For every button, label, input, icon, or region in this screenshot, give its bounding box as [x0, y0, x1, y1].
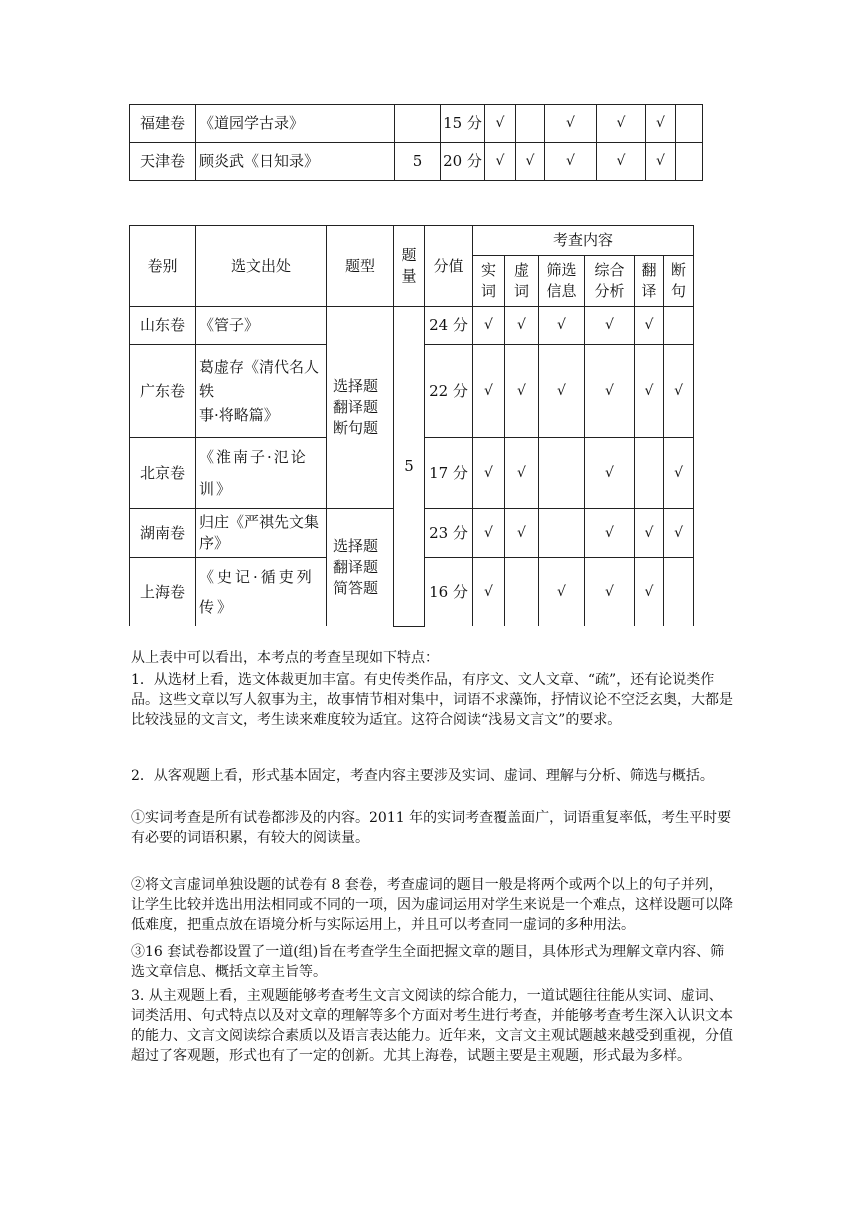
- check-cell: √: [545, 105, 597, 143]
- check-cell: √: [505, 438, 539, 509]
- exam-table: [129, 225, 694, 627]
- check-cell: √: [473, 438, 505, 509]
- paper-cell: 天津卷: [130, 143, 196, 181]
- check-cell: [676, 105, 703, 143]
- paper-cell: 湖南卷: [130, 509, 196, 558]
- source-cell: 《淮南子·氾论训》: [196, 438, 327, 509]
- check-cell: √: [635, 509, 664, 558]
- qtype-cell: 选择题 翻译题 简答题: [327, 509, 394, 627]
- header-count: 题 量: [394, 226, 425, 307]
- check-cell: √: [505, 509, 539, 558]
- check-cell: √: [505, 345, 539, 438]
- check-cell: √: [646, 143, 676, 181]
- source-cell: 顾炎武《日知录》: [196, 143, 331, 181]
- count-cell: 5: [395, 143, 441, 181]
- check-cell: [635, 438, 664, 509]
- paper-cell: 上海卷: [130, 558, 196, 627]
- source-cell: 《史记·循吏列传》: [196, 558, 327, 627]
- header-content: 考查内容: [473, 226, 694, 256]
- check-cell: √: [664, 345, 694, 438]
- check-cell: √: [473, 509, 505, 558]
- check-cell: √: [585, 438, 635, 509]
- header-qtype: 题型: [327, 226, 394, 307]
- score-cell: 24 分: [425, 307, 473, 345]
- check-cell: √: [545, 143, 597, 181]
- check-cell: √: [473, 307, 505, 345]
- check-cell: √: [664, 438, 694, 509]
- paper-cell: 广东卷: [130, 345, 196, 438]
- header-sub: 筛选 信息: [539, 256, 585, 307]
- paragraph-selection: 1．从选材上看，选文体裁更加丰富。有史传类作品，有序文、文人文章、“疏”，还有论说类作品。这些文章以写人叙事为主，故事情节相对集中，词语不求藻饰，抒情议论不空泛玄奥，大都是比较浅显的文言文，考生读来难度较为适宜。这符合阅读“浅易文言文”的要求。: [131, 672, 733, 728]
- check-cell: √: [505, 307, 539, 345]
- check-cell: √: [635, 345, 664, 438]
- header-row: [130, 226, 694, 256]
- header-score: 分值: [425, 226, 473, 307]
- check-cell: √: [597, 143, 646, 181]
- qtype-cell: [331, 143, 395, 181]
- qtype-cell: 选择题 翻译题 断句题: [327, 307, 394, 509]
- check-cell: √: [646, 105, 676, 143]
- intro-paragraph: 从上表中可以看出，本考点的考查呈现如下特点：: [131, 650, 439, 666]
- score-cell: 15 分: [441, 105, 485, 143]
- paragraph-comprehension: ③16 套试卷都设置了一道(组)旨在考查学生全面把握文章的题目，具体形式为理解文章内容、筛选文章信息、概括文章主旨等。: [131, 944, 725, 980]
- paragraph-notional-words: ①实词考查是所有试卷都涉及的内容。2011 年的实词考查覆盖面广，词语重复率低，考生平时要有必要的词语积累，有较大的阅读量。: [131, 810, 732, 846]
- exam-table-continued: [129, 104, 703, 181]
- check-cell: √: [585, 509, 635, 558]
- score-cell: 23 分: [425, 509, 473, 558]
- check-cell: √: [473, 558, 505, 627]
- paragraph-function-words: ②将文言虚词单独设题的试卷有 8 套卷，考查虚词的题目一般是将两个或两个以上的句子并列，让学生比较并选出用法相同或不同的一项，因为虚词运用对学生来说是一个难点，这样设题可以降低难度，把重点放在语境分析与实际运用上，并且可以考查同一虚词的多种用法。: [131, 877, 733, 933]
- header-paper: 卷别: [130, 226, 196, 307]
- check-cell: [505, 558, 539, 627]
- table-row: [130, 105, 703, 143]
- paper-cell: 福建卷: [130, 105, 196, 143]
- source-cell: 《管子》: [196, 307, 327, 345]
- score-cell: 20 分: [441, 143, 485, 181]
- check-cell: √: [539, 307, 585, 345]
- check-cell: √: [539, 345, 585, 438]
- check-cell: [664, 307, 694, 345]
- score-cell: 16 分: [425, 558, 473, 627]
- count-cell: [395, 105, 441, 143]
- check-cell: [676, 143, 703, 181]
- header-sub: 实 词: [473, 256, 505, 307]
- check-cell: √: [635, 307, 664, 345]
- check-cell: [516, 105, 545, 143]
- score-cell: 22 分: [425, 345, 473, 438]
- source-cell: 归庄《严祺先文集序》: [196, 509, 327, 558]
- score-cell: 17 分: [425, 438, 473, 509]
- header-source: 选文出处: [196, 226, 327, 307]
- check-cell: √: [597, 105, 646, 143]
- table-row: [130, 307, 694, 345]
- check-cell: √: [516, 143, 545, 181]
- check-cell: √: [485, 105, 516, 143]
- check-cell: √: [585, 345, 635, 438]
- check-cell: √: [585, 558, 635, 627]
- check-cell: √: [539, 558, 585, 627]
- count-cell: 5: [394, 307, 425, 627]
- header-sub: 断 句: [664, 256, 694, 307]
- check-cell: [539, 438, 585, 509]
- header-sub: 翻 译: [635, 256, 664, 307]
- qtype-cell: [331, 105, 395, 143]
- check-cell: [539, 509, 585, 558]
- table-row: [130, 143, 703, 181]
- check-cell: √: [585, 307, 635, 345]
- check-cell: √: [635, 558, 664, 627]
- paragraph-objective: 2．从客观题上看，形式基本固定，考查内容主要涉及实词、虚词、理解与分析、筛选与概括。: [131, 768, 714, 784]
- check-cell: [664, 558, 694, 627]
- source-cell: 葛虚存《清代名人轶 事·将略篇》: [196, 345, 327, 438]
- check-cell: √: [485, 143, 516, 181]
- header-sub: 综合 分析: [585, 256, 635, 307]
- check-cell: √: [473, 345, 505, 438]
- source-cell: 《道园学古录》: [196, 105, 331, 143]
- header-sub: 虚 词: [505, 256, 539, 307]
- paper-cell: 北京卷: [130, 438, 196, 509]
- paper-cell: 山东卷: [130, 307, 196, 345]
- check-cell: √: [664, 509, 694, 558]
- paragraph-subjective: 3. 从主观题上看，主观题能够考查考生文言文阅读的综合能力，一道试题往往能从实词、虚词、词类活用、句式特点以及对文章的理解等多个方面对考生进行考查，并能够考查考生深入认识文本的能力、文言文阅读综合素质以及语言表达能力。近年来，文言文主观试题越来越受到重视，分值超过了客观题，形式也有了一定的创新。尤其上海卷，试题主要是主观题，形式最为多样。: [131, 988, 733, 1064]
